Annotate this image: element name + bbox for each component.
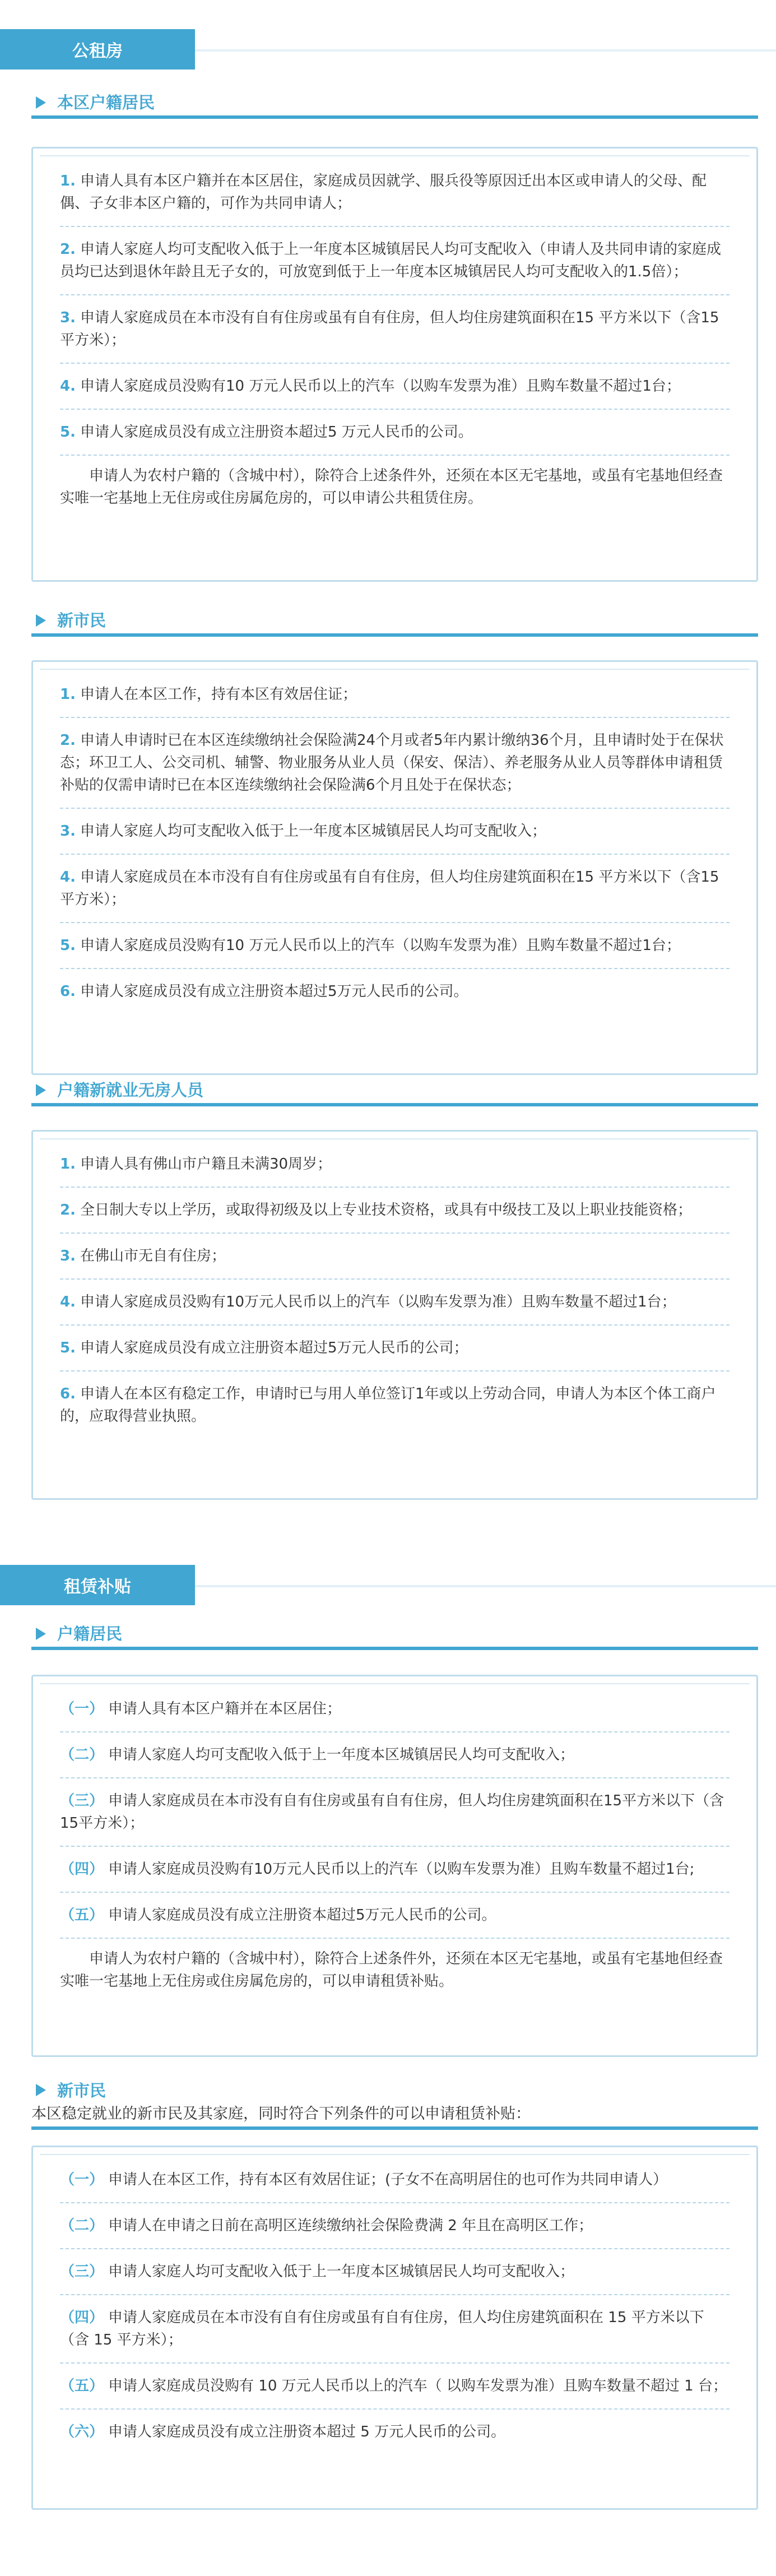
list-item: （一） 申请人在本区工作，持有本区有效居住证；(子女不在高明居住的也可作为共同申请人） bbox=[60, 2157, 729, 2203]
criteria-box-registered-residents bbox=[31, 1675, 758, 2057]
new-citizen-intro: 本区稳定就业的新市民及其家庭，同时符合下列条件的可以申请租赁补贴： bbox=[31, 2105, 531, 2123]
rural-note: 申请人为农村户籍的（含城中村），除符合上述条件外，还须在本区无宅基地，或虽有宅基地但经查实唯一宅基地上无住房或住房属危房的，可以申请租赁补贴。 bbox=[60, 1950, 723, 1990]
criteria-box-local-residents bbox=[31, 147, 758, 582]
triangle-bullet-icon bbox=[36, 1084, 46, 1096]
heading-underline-wrap bbox=[31, 2125, 758, 2130]
list-item: 1. 申请人在本区工作，持有本区有效居住证； bbox=[60, 672, 729, 718]
triangle-bullet-icon bbox=[36, 1628, 46, 1640]
section-heading-local-residents: 本区户籍居民 bbox=[31, 91, 758, 119]
category-tab-public-rental: 公租房 bbox=[0, 29, 195, 70]
rural-note: 申请人为农村户籍的（含城中村），除符合上述条件外，还须在本区无宅基地，或虽有宅基地但经查实唯一宅基地上无住房或住房属危房的，可以申请公共租赁住房。 bbox=[60, 467, 723, 507]
criteria-box-new-employment bbox=[31, 1130, 758, 1500]
list-item: 2. 申请人家庭人均可支配收入低于上一年度本区城镇居民人均可支配收入（申请人及共同申请的家庭成员均已达到退休年龄且无子女的，可放宽到低于上一年度本区城镇居民人均可支配收入的1.5倍）； bbox=[60, 227, 729, 295]
heading-underline bbox=[31, 115, 758, 119]
list-item: 2. 全日制大专以上学历，或取得初级及以上专业技术资格，或具有中级技工及以上职业技能资格； bbox=[60, 1188, 729, 1234]
list-item: 5. 申请人家庭成员没有成立注册资本超过5万元人民币的公司； bbox=[60, 1326, 729, 1372]
section-heading-new-employment: 户籍新就业无房人员 bbox=[31, 1078, 758, 1106]
list-item: 4. 申请人家庭成员没购有10 万元人民币以上的汽车（以购车发票为准）且购车数量不超过1台； bbox=[60, 364, 729, 410]
list-item: 1. 申请人具有佛山市户籍且未满30周岁； bbox=[60, 1142, 729, 1188]
list-item: （一） 申请人具有本区户籍并在本区居住； bbox=[60, 1687, 729, 1732]
triangle-bullet-icon bbox=[36, 96, 46, 109]
heading-underline bbox=[31, 1103, 758, 1106]
list-item: 3. 申请人家庭人均可支配收入低于上一年度本区城镇居民人均可支配收入； bbox=[60, 809, 729, 855]
list-item: 6. 申请人家庭成员没有成立注册资本超过5万元人民币的公司。 bbox=[60, 983, 468, 1000]
list-item: 1. 申请人具有本区户籍并在本区居住，家庭成员因就学、服兵役等原因迁出本区或申请人的父母、配偶、子女非本区户籍的，可作为共同申请人； bbox=[60, 159, 729, 227]
list-item: （五） 申请人家庭成员没有成立注册资本超过5万元人民币的公司。 bbox=[60, 1893, 729, 1939]
list-item: 3. 在佛山市无自有住房； bbox=[60, 1234, 729, 1280]
list-item: 2. 申请人申请时已在本区连续缴纳社会保险满24个月或者5年内累计缴纳36个月，且申请时处于在保状态；环卫工人、公交司机、辅警、物业服务从业人员（保安、保洁）、养老服务从业人员等群体申请租赁补贴的仅需申请时已在本区连续缴纳社会保险满6个月且处于在保状态； bbox=[60, 718, 729, 809]
list-item: 4. 申请人家庭成员没购有10万元人民币以上的汽车（以购车发票为准）且购车数量不超过1台； bbox=[60, 1280, 729, 1326]
list-item: （四） 申请人家庭成员在本市没有自有住房或虽有自有住房，但人均住房建筑面积在 15 平方米以下（含 15 平方米）； bbox=[60, 2295, 729, 2364]
list-item: （四） 申请人家庭成员没购有10万元人民币以上的汽车（以购车发票为准）且购车数量不超过1台; bbox=[60, 1847, 729, 1893]
triangle-bullet-icon bbox=[36, 2084, 46, 2096]
list-item: （六） 申请人家庭成员没有成立注册资本超过 5 万元人民币的公司。 bbox=[60, 2424, 506, 2440]
section-heading-new-citizens: 新市民 bbox=[31, 609, 758, 637]
list-item: （二） 申请人家庭人均可支配收入低于上一年度本区城镇居民人均可支配收入； bbox=[60, 1732, 729, 1778]
section-heading-new-citizens-subsidy: 新市民 bbox=[31, 2081, 758, 2103]
section-heading-registered-residents: 户籍居民 bbox=[31, 1622, 758, 1650]
list-item: （五） 申请人家庭成员没购有 10 万元人民币以上的汽车（ 以购车发票为准）且购车数量不超过 1 台； bbox=[60, 2364, 729, 2410]
list-item: （三） 申请人家庭人均可支配收入低于上一年度本区城镇居民人均可支配收入； bbox=[60, 2249, 729, 2295]
heading-underline bbox=[31, 633, 758, 637]
criteria-box-new-citizens bbox=[31, 660, 758, 1075]
heading-underline bbox=[31, 2126, 758, 2130]
criteria-box-new-citizens-subsidy bbox=[31, 2146, 758, 2510]
triangle-bullet-icon bbox=[36, 614, 46, 627]
list-item: 5. 申请人家庭成员没有成立注册资本超过5 万元人民币的公司。 bbox=[60, 410, 729, 456]
list-item: （三） 申请人家庭成员在本市没有自有住房或虽有自有住房，但人均住房建筑面积在15平方米以下（含15平方米）； bbox=[60, 1778, 729, 1847]
list-item: 5. 申请人家庭成员没购有10 万元人民币以上的汽车（以购车发票为准）且购车数量不超过1台； bbox=[60, 923, 729, 969]
list-item: 6. 申请人在本区有稳定工作，申请时已与用人单位签订1年或以上劳动合同，申请人为本区个体工商户的，应取得营业执照。 bbox=[60, 1386, 716, 1425]
heading-underline bbox=[31, 1647, 758, 1650]
category-tab-rent-subsidy: 租赁补贴 bbox=[0, 1565, 195, 1605]
list-item: 3. 申请人家庭成员在本市没有自有住房或虽有自有住房，但人均住房建筑面积在15 平方米以下（含15 平方米）； bbox=[60, 295, 729, 364]
list-item: （二） 申请人在申请之日前在高明区连续缴纳社会保险费满 2 年且在高明区工作； bbox=[60, 2203, 729, 2249]
list-item: 4. 申请人家庭成员在本市没有自有住房或虽有自有住房，但人均住房建筑面积在15 平方米以下（含15 平方米）； bbox=[60, 855, 729, 923]
